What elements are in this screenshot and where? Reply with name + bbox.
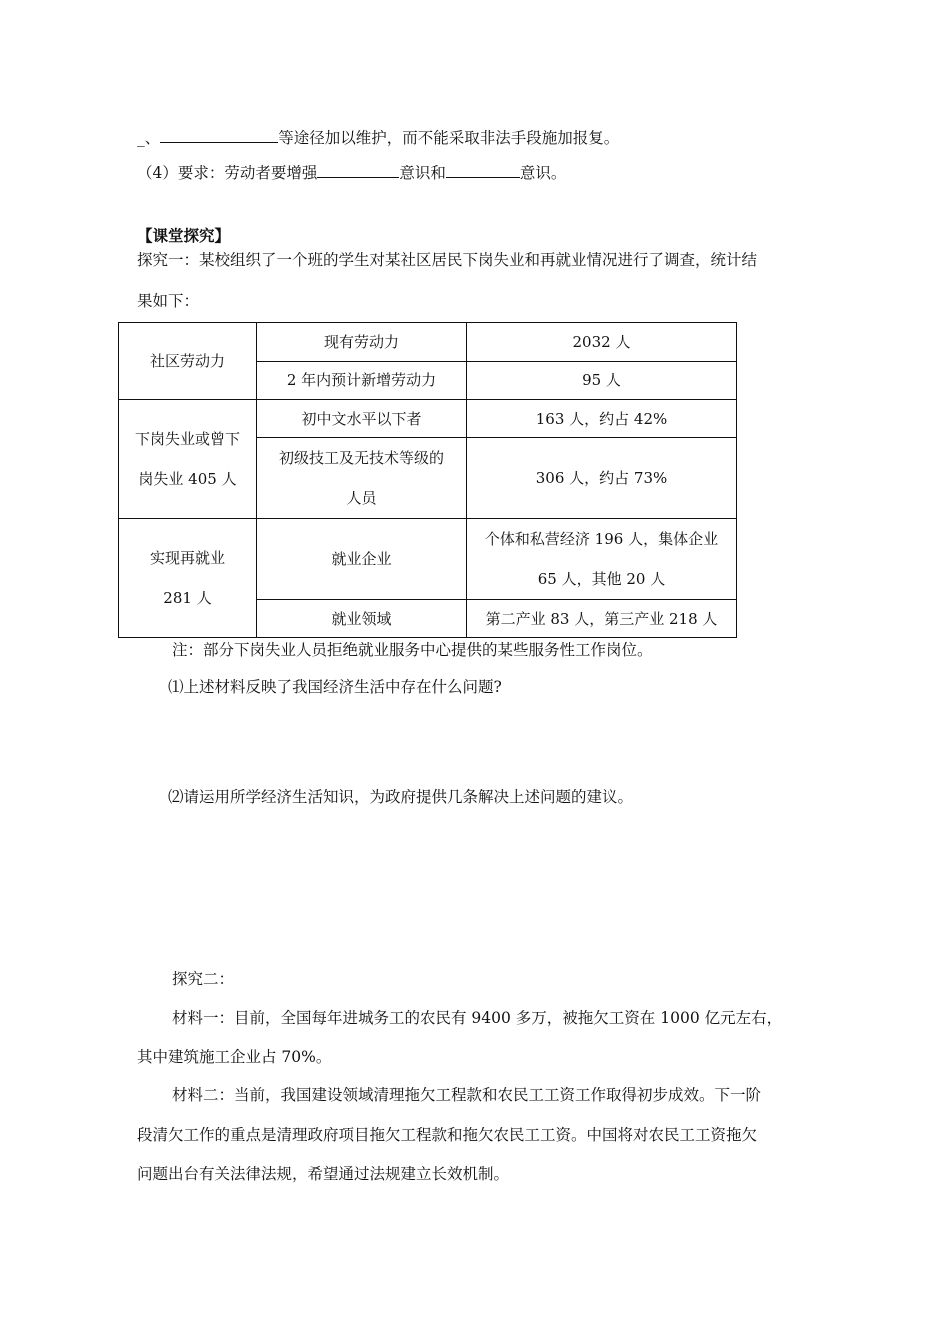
material2-line1: 材料二：当前，我国建设领域清理拖欠工程款和农民工工资工作取得初步成效。下一阶: [172, 1086, 762, 1104]
section-title: 【课堂探究】: [137, 226, 231, 245]
group-label-line: 实现再就业: [149, 549, 225, 567]
group-label-reemployed: [119, 519, 257, 638]
table-cell: 95 人: [467, 361, 737, 400]
cell-line: 65 人，其他 20 人: [537, 570, 666, 588]
table-cell: 现有劳动力: [257, 323, 467, 362]
table-note: 注：部分下岗失业人员拒绝就业服务中心提供的某些服务性工作岗位。: [172, 641, 653, 659]
inquiry2-title: 探究二：: [172, 970, 235, 988]
fill-in-line-2: [137, 163, 566, 183]
survey-table: [118, 322, 737, 638]
table-cell: [467, 519, 737, 600]
answer-blank[interactable]: [160, 128, 278, 143]
table-row: [119, 519, 737, 600]
cell-line: 初级技工及无技术等级的: [278, 449, 444, 467]
requirement-mid: 意识和: [399, 164, 446, 182]
question-1: ⑴上述材料反映了我国经济生活中存在什么问题?: [168, 678, 502, 696]
table-cell: 就业企业: [257, 519, 467, 600]
material1-line1: 材料一：目前，全国每年进城务工的农民有 9400 多万，被拖欠工资在 1000 亿元左右，: [172, 1009, 783, 1027]
cell-line: 个体和私营经济 196 人，集体企业: [484, 530, 719, 548]
answer-blank[interactable]: [317, 163, 399, 178]
table-cell: 306 人，约占 73%: [467, 438, 737, 519]
group-label-line: 281 人: [163, 589, 212, 607]
table-cell: [257, 438, 467, 519]
line1-prefix: _、: [137, 129, 161, 147]
material1-line2: 其中建筑施工企业占 70%。: [137, 1048, 332, 1066]
table-cell: 就业领域: [257, 600, 467, 638]
table-cell: 2 年内预计新增劳动力: [257, 361, 467, 400]
material2-line3: 问题出台有关法律法规，希望通过法规建立长效机制。: [137, 1165, 510, 1183]
inquiry1-intro-line2: 果如下：: [137, 292, 200, 310]
group-label-community-labor: 社区劳动力: [119, 323, 257, 400]
group-label-laid-off: [119, 400, 257, 519]
material2-line2: 段清欠工作的重点是清理政府项目拖欠工程款和拖欠农民工工资。中国将对农民工工资拖欠: [137, 1126, 758, 1144]
group-label-line: 下岗失业或曾下: [134, 430, 240, 448]
group-label-line: 岗失业 405 人: [138, 470, 237, 488]
table-row: [119, 400, 737, 438]
table-cell: 2032 人: [467, 323, 737, 362]
requirement-label: （4）要求：劳动者要增强: [137, 164, 318, 182]
table-cell: 初中文水平以下者: [257, 400, 467, 438]
answer-blank[interactable]: [446, 163, 520, 178]
inquiry1-intro-line1: 探究一：某校组织了一个班的学生对某社区居民下岗失业和再就业情况进行了调查，统计结: [137, 251, 758, 269]
requirement-end: 意识。: [519, 164, 567, 182]
table-row: [119, 323, 737, 362]
cell-line: 人员: [346, 489, 377, 507]
table-cell: 163 人，约占 42%: [467, 400, 737, 438]
line1-suffix: 等途径加以维护，而不能采取非法手段施加报复。: [278, 129, 620, 147]
table-cell: 第二产业 83 人，第三产业 218 人: [467, 600, 737, 638]
question-2: ⑵请运用所学经济生活知识，为政府提供几条解决上述问题的建议。: [168, 788, 634, 806]
fill-in-line-1: [137, 128, 619, 148]
